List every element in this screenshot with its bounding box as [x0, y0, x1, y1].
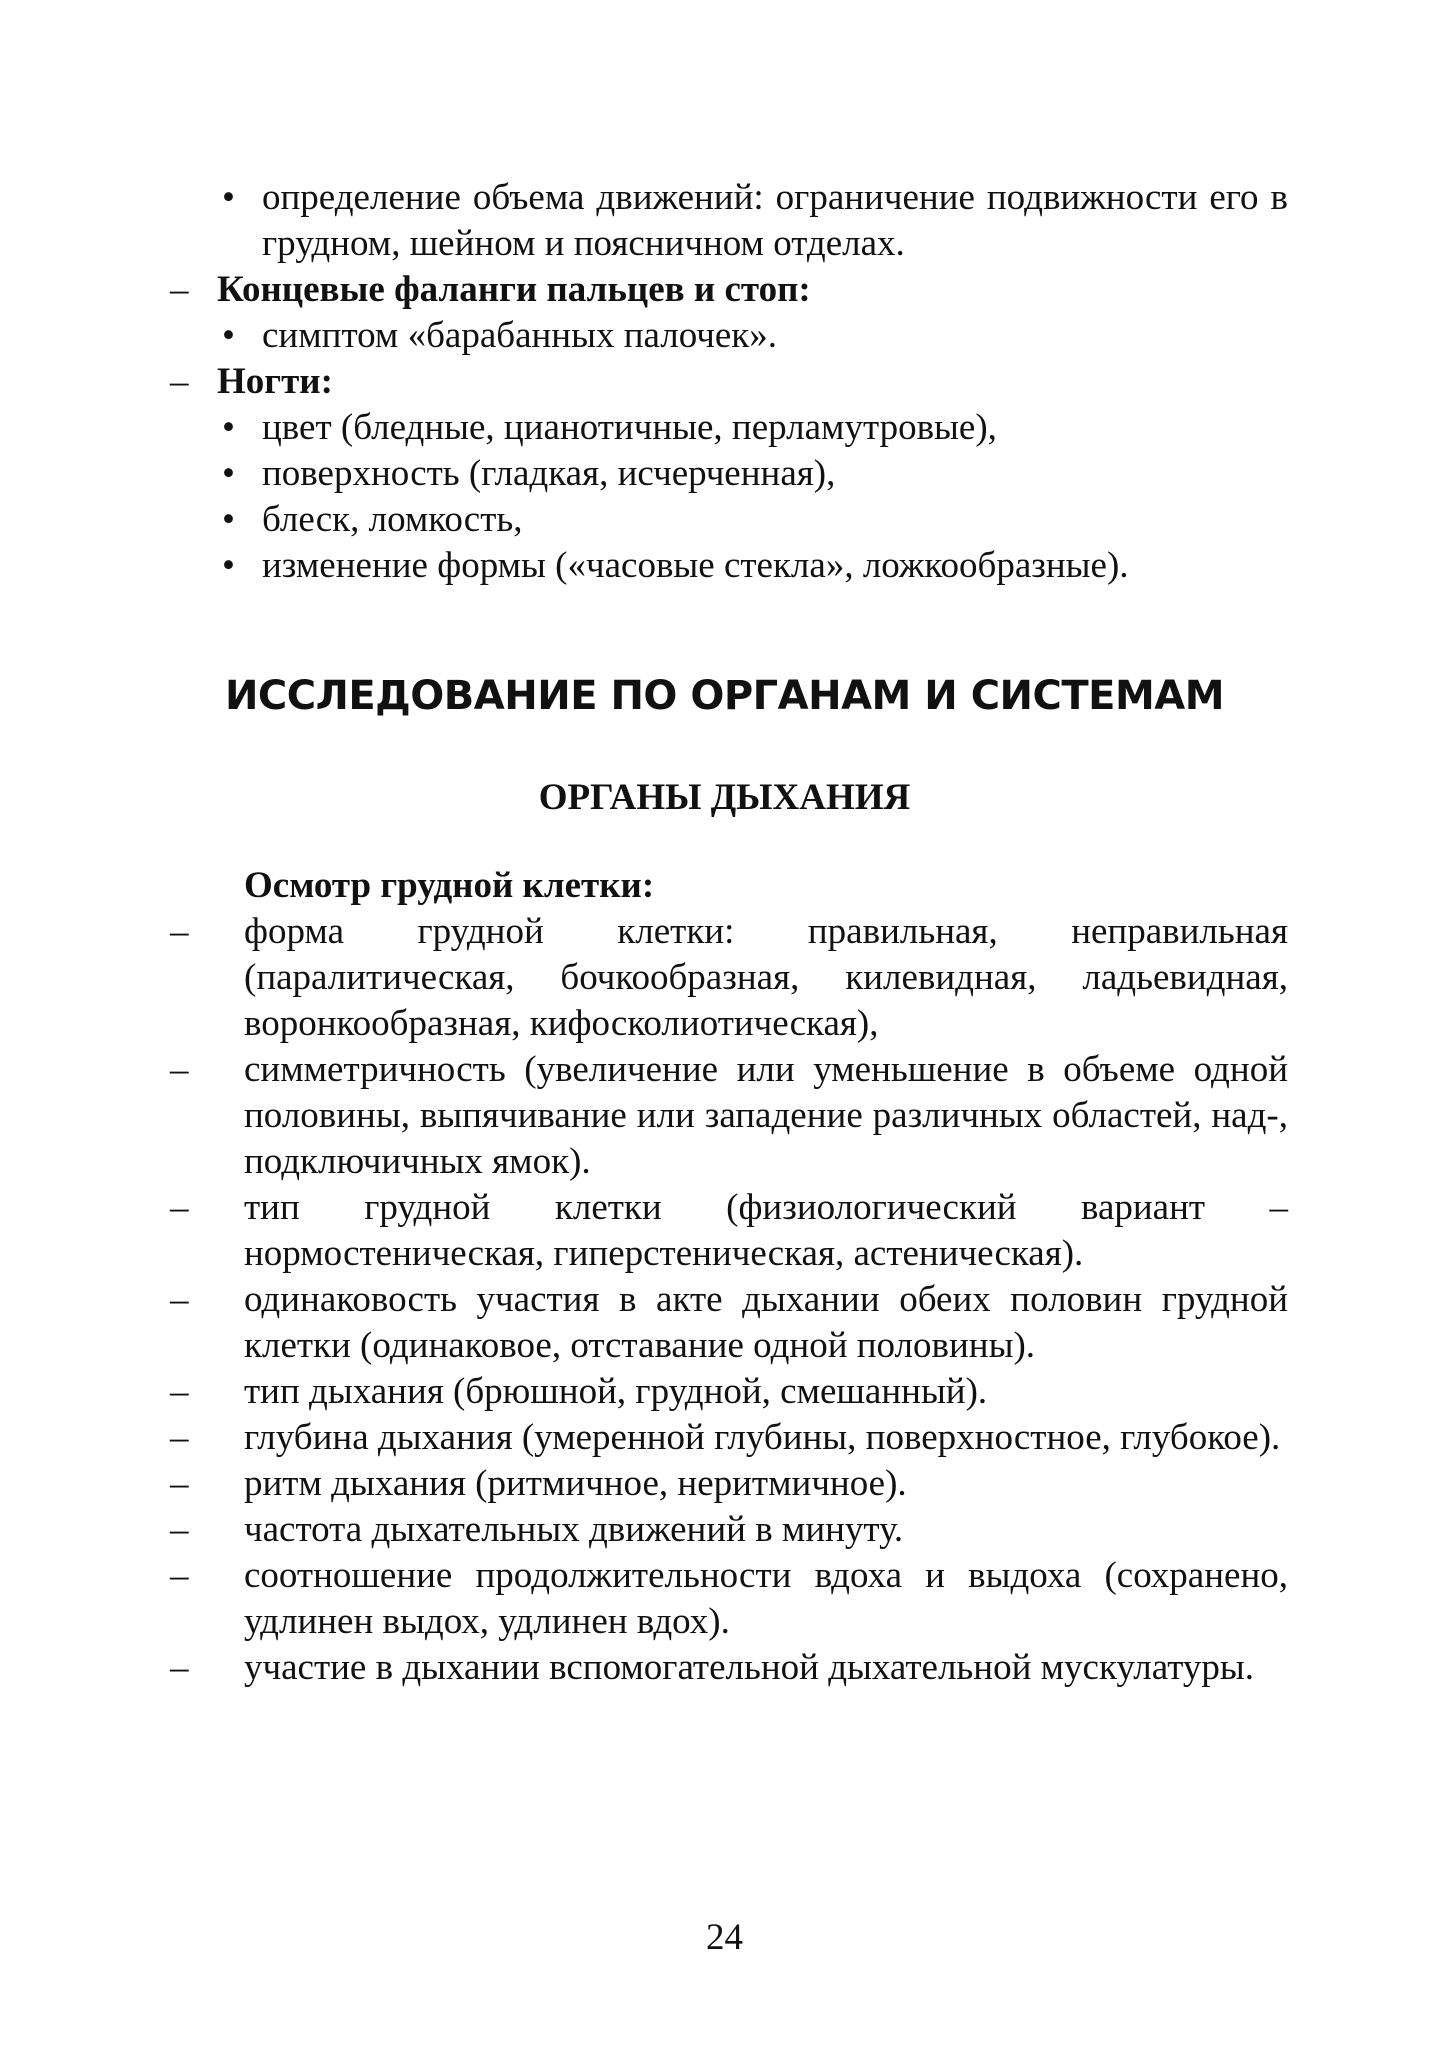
list-item: [170, 1461, 1288, 1507]
list-item-text: симптом «барабанных палочек».: [262, 315, 778, 356]
list-item-text: изменение формы («часовые стекла», ложкообразные).: [262, 545, 1129, 586]
list-item: [170, 175, 1288, 267]
list-item-text: глубина дыхания (умеренной глубины, поверхностное, глубокое).: [244, 1417, 1281, 1458]
list-item-text: симметричность (увеличение или уменьшение в объеме одной половины, выпячивание или западение различных областей, над-, подключичных ямок).: [244, 1049, 1288, 1182]
list-item: [170, 1507, 1288, 1553]
list-item: [170, 497, 1288, 543]
dash-marker: –: [170, 1463, 189, 1504]
bullet-marker: •: [222, 177, 235, 218]
page-number: 24: [706, 1917, 743, 1958]
dash-marker: –: [170, 361, 189, 402]
dash-marker: –: [170, 911, 189, 952]
list-item-text: поверхность (гладкая, исчерченная),: [262, 453, 836, 494]
dash-marker: –: [170, 1555, 189, 1596]
list-item-text: участие в дыхании вспомогательной дыхательной мускулатуры.: [244, 1647, 1255, 1688]
top-list: [170, 175, 1288, 589]
list-item: [170, 1369, 1288, 1415]
dash-marker: –: [170, 1049, 189, 1090]
list-item-text: тип дыхания (брюшной, грудной, смешанный).: [244, 1371, 988, 1412]
list-item-text: соотношение продолжительности вдоха и выдоха (сохранено, удлинен выдох, удлинен вдох).: [244, 1555, 1288, 1642]
list-item: [170, 1645, 1288, 1691]
list-item: [170, 1277, 1288, 1369]
list-item: [170, 1047, 1288, 1185]
section-title: ИССЛЕДОВАНИЕ ПО ОРГАНАМ И СИСТЕМАМ: [224, 673, 1225, 719]
list-item: [170, 451, 1288, 497]
list-heading-item: [170, 359, 1288, 405]
dash-marker: –: [170, 1279, 189, 1320]
bullet-marker: •: [222, 545, 235, 586]
list-item-text: определение объема движений: ограничение подвижности его в грудном, шейном и поясничном отделах.: [262, 177, 1288, 264]
bullet-marker: •: [222, 315, 235, 356]
dash-marker: –: [170, 1417, 189, 1458]
dash-marker: –: [170, 1647, 189, 1688]
dash-marker: –: [170, 1187, 189, 1228]
dash-marker: –: [170, 269, 189, 310]
list-item-text: ритм дыхания (ритмичное, неритмичное).: [244, 1463, 907, 1504]
list-item: [170, 1415, 1288, 1461]
list-item-text: блеск, ломкость,: [262, 499, 523, 540]
list-item: [170, 1185, 1288, 1277]
list-item: [170, 543, 1288, 589]
dash-marker: –: [170, 1509, 189, 1550]
inspection-list: [170, 909, 1288, 1691]
list-item: [170, 909, 1288, 1047]
dash-marker: –: [170, 1371, 189, 1412]
list-item-text: тип грудной клетки (физиологический вариант – нормостеническая, гиперстеническая, астеническая).: [244, 1187, 1288, 1274]
list-heading-text: Ногти:: [217, 361, 333, 402]
list-heading-text: Концевые фаланги пальцев и стоп:: [217, 269, 811, 310]
list-heading-item: [170, 267, 1288, 313]
bullet-marker: •: [222, 453, 235, 494]
bullet-marker: •: [222, 407, 235, 448]
list-item-text: одинаковость участия в акте дыхании обеих половин грудной клетки (одинаковое, отставание одной половины).: [244, 1279, 1288, 1366]
inspection-heading: Осмотр грудной клетки:: [244, 865, 655, 906]
list-item: [170, 1553, 1288, 1645]
list-item-text: цвет (бледные, цианотичные, перламутровые),: [262, 407, 997, 448]
list-item: [170, 313, 1288, 359]
bullet-marker: •: [222, 499, 235, 540]
list-item-text: частота дыхательных движений в минуту.: [244, 1509, 904, 1550]
list-item-text: форма грудной клетки: правильная, неправильная (паралитическая, бочкообразная, килевидная, ладьевидная, воронкообразная, кифосколиотическая),: [244, 911, 1288, 1044]
list-item: [170, 405, 1288, 451]
subsection-title: ОРГАНЫ ДЫХАНИЯ: [538, 777, 911, 818]
